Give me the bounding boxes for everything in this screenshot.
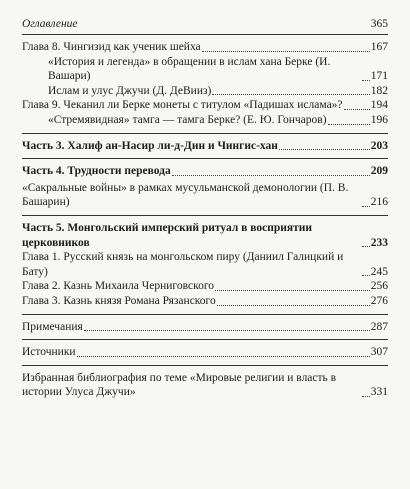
toc-entry-page: 203	[370, 139, 388, 152]
dot-leader	[215, 290, 370, 291]
toc-entry-page: 233	[370, 236, 388, 249]
toc-entry-sacred-wars	[22, 181, 388, 210]
toc-entry-title: «Стремявидная» тамга — тамга Берке? (Е. Ю. Гончаров)	[48, 113, 327, 126]
dot-leader	[279, 149, 370, 150]
dot-leader	[212, 94, 369, 95]
toc-entry-sources	[22, 345, 388, 360]
toc-entry-chapter-8	[22, 40, 388, 55]
toc-entry-page: 331	[370, 386, 388, 399]
toc-entry-page: 276	[370, 294, 388, 307]
toc-entry-islam-ulus	[22, 84, 388, 99]
toc-entry-title: «Сакральные войны» в рамках мусульманской демонологии (П. В. Башарин)	[22, 181, 349, 209]
toc-entry-page: 209	[370, 165, 388, 178]
toc-entry-page: 256	[370, 280, 388, 293]
toc-entry-title: Ислам и улус Джучи (Д. ДеВииз)	[48, 84, 212, 97]
dot-leader	[202, 51, 370, 52]
dot-leader	[362, 80, 370, 81]
dot-leader	[172, 175, 370, 176]
dot-leader	[344, 109, 370, 110]
dot-leader	[362, 206, 370, 207]
toc-entry-notes	[22, 320, 388, 335]
dot-leader	[84, 330, 370, 331]
toc-entry-page: 194	[370, 99, 388, 112]
dot-leader	[77, 356, 370, 357]
toc-entry-title: Примечания	[22, 320, 83, 333]
divider	[22, 158, 388, 159]
divider	[22, 339, 388, 340]
toc-entry-berke-conversion	[22, 55, 388, 84]
toc-entry-page: 307	[370, 346, 388, 359]
divider	[22, 365, 388, 366]
dot-leader	[217, 305, 370, 306]
toc-entry-part-5	[22, 221, 388, 250]
toc-entry-title: Часть 5. Монгольский имперский ритуал в восприятии церковников	[22, 221, 312, 249]
page-number: 365	[370, 18, 388, 30]
toc-entry-chapter-9	[22, 98, 388, 113]
toc-entry-chapter-2	[22, 279, 388, 294]
toc-entry-title: Глава 1. Русский князь на монгольском пиру (Даниил Галицкий и Бату)	[22, 251, 344, 278]
toc-entry-title: Глава 8. Чингизид как ученик шейха	[22, 41, 201, 53]
toc-entry-title: «История и легенда» в обращении в ислам хана Берке (И. Вашари)	[48, 55, 331, 83]
dot-leader	[362, 246, 370, 247]
toc-entry-page: 216	[370, 196, 388, 209]
toc-entry-page: 167	[370, 41, 388, 53]
toc-entry-tamga	[22, 113, 388, 128]
divider	[22, 215, 388, 216]
toc-entry-title: Глава 2. Казнь Михаила Черниговского	[22, 280, 214, 293]
toc-entry-title: Часть 3. Халиф ан-Насир ли-д-Дин и Чингис-хан	[22, 139, 278, 152]
toc-entry-title: Часть 4. Трудности перевода	[22, 165, 171, 178]
toc-entry-title: Избранная библиография по теме «Мировые религии и власть в истории Улуса Джучи»	[22, 371, 337, 399]
table-of-contents	[22, 40, 388, 400]
toc-entry-bibliography	[22, 371, 388, 400]
toc-entry-part-3	[22, 139, 388, 154]
page-header	[22, 12, 388, 35]
divider	[22, 314, 388, 315]
toc-entry-title: Источники	[22, 346, 76, 359]
toc-entry-title: Глава 9. Чеканил ли Берке монеты с титулом «Падишах ислама»?	[22, 99, 343, 112]
toc-entry-chapter-1	[22, 250, 388, 279]
toc-entry-page: 287	[370, 320, 388, 333]
toc-entry-page: 196	[370, 113, 388, 126]
toc-entry-part-4	[22, 164, 388, 179]
dot-leader	[362, 396, 370, 397]
dot-leader	[362, 275, 370, 276]
toc-entry-page: 245	[370, 265, 388, 278]
toc-entry-page: 171	[370, 70, 388, 83]
dot-leader	[328, 124, 370, 125]
running-title: Оглавление	[22, 18, 78, 30]
toc-entry-chapter-3	[22, 294, 388, 309]
toc-entry-title: Глава 3. Казнь князя Романа Рязанского	[22, 294, 216, 307]
toc-entry-page: 182	[370, 84, 388, 97]
divider	[22, 133, 388, 134]
